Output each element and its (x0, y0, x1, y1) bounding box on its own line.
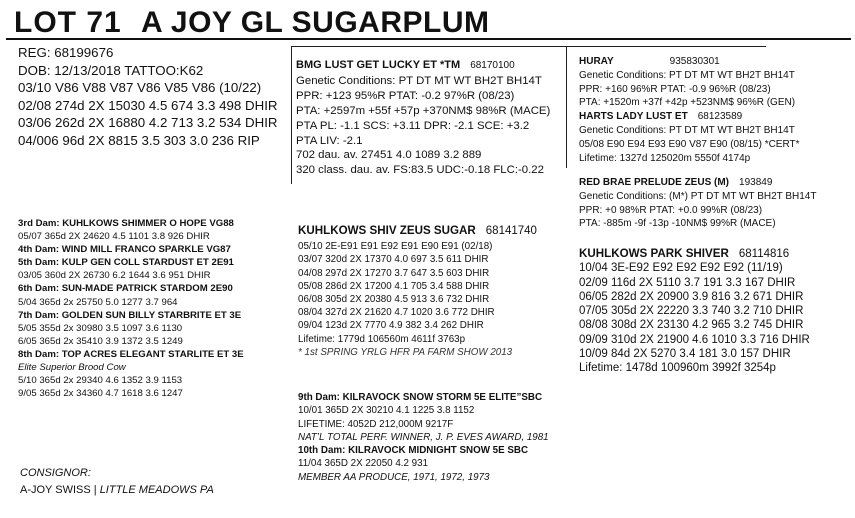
pedigree-line: 3rd Dam: KUHLKOWS SHIMMER O HOPE VG88 (18, 218, 234, 229)
pedigree-line: 03/05 360d 2X 26730 6.2 1644 3.6 951 DHIR (18, 270, 211, 282)
sire-parents-block (579, 55, 800, 165)
dam-line: 09/04 123d 2X 7770 4.9 382 3.4 262 DHIR (298, 320, 484, 332)
dam-line: 05/10 2E-E91 E91 E92 E91 E90 E91 (02/18) (298, 241, 493, 253)
consignor-location: LITTLE MEADOWS PA (99, 484, 214, 496)
pedigree-line: 5/10 365d 2x 29340 4.6 1352 3.9 1153 (18, 375, 183, 387)
pedigree-line: 6/05 365d 2x 35410 3.9 1372 3.5 1249 (18, 335, 183, 347)
info-line: DOB: 12/13/2018 TATTOO:K62 (18, 62, 204, 78)
info-line: REG: 68199676 (18, 45, 114, 60)
dam9-line: 9th Dam: KILRAVOCK SNOW STORM 5E ELITE”SBC (298, 392, 543, 403)
sire-bracket-line (291, 46, 292, 184)
sss-bracket-line (566, 46, 567, 168)
dss-name: RED BRAE PRELUDE ZEUS (M) (579, 177, 730, 188)
sire-line: PTA PL: -1.1 SCS: +3.11 DPR: -2.1 SCE: +3.2 (296, 119, 530, 132)
sire-line: 320 class. dau. av. FS:83.5 UDC:-0.18 FLC:-0.22 (296, 164, 544, 177)
ninth-dam-block (298, 391, 549, 484)
sire-line: PTA: +2597m +55f +57p +370NM$ 98%R (MACE) (296, 104, 551, 117)
ssd-title (579, 110, 800, 124)
dam-sire-block (579, 176, 816, 231)
ssd-line: Genetic Conditions: PT DT MT WT BH2T BH14T (579, 124, 795, 136)
consignor-block (20, 465, 214, 499)
pedigree-line: 5/04 365d 2x 25750 5.0 1277 3.7 964 (18, 296, 178, 308)
info-line: 02/08 274d 2X 15030 4.5 674 3.3 498 DHIR (18, 97, 278, 113)
sire-line: Genetic Conditions: PT DT MT WT BH2T BH14T (296, 74, 542, 87)
sire-line: 702 dau. av. 27451 4.0 1089 3.2 889 (296, 149, 482, 162)
dam-title (298, 224, 537, 238)
sss-top-line (566, 46, 766, 47)
dam9-line: NAT’L TOTAL PERF. WINNER, J. P. EVES AWARD, 1981 (298, 431, 549, 443)
dam-line: 06/08 305d 2X 20380 4.5 913 3.6 732 DHIR (298, 294, 490, 306)
dam-line: 08/04 327d 2X 21620 4.7 1020 3.6 772 DHIR (298, 307, 495, 319)
dam-name: KUHLKOWS SHIV ZEUS SUGAR (298, 224, 476, 237)
sss-line: PTA: +1520m +37f +42p +523NM$ 96%R (GEN) (579, 97, 796, 109)
dam-block (298, 224, 537, 359)
dam9-line: LIFETIME: 4052D 212,000M 9217F (298, 418, 454, 430)
sire-top-line (291, 46, 566, 47)
dsd-line: 07/05 305d 2X 22220 3.3 740 3.2 710 DHIR (579, 305, 804, 318)
ssd-line: Lifetime: 1327d 125020m 5550f 4174p (579, 152, 751, 164)
sire-line: PTA LIV: -2.1 (296, 134, 363, 147)
ssd-reg: 68123589 (697, 111, 743, 123)
sss-name: HURAY (579, 56, 614, 67)
pedigree-line: 8th Dam: TOP ACRES ELEGANT STARLITE ET 3E (18, 348, 244, 360)
info-line: 03/10 V86 V88 V87 V86 V85 V86 (10/22) (18, 80, 262, 96)
lot-header (6, 4, 851, 40)
consignor-separator: | (90, 484, 100, 496)
pedigree-line: 5th Dam: KULP GEN COLL STARDUST ET 2E91 (18, 257, 234, 269)
sire-title (296, 58, 550, 74)
dam-reg: 68141740 (485, 225, 537, 237)
sire-name: BMG LUST GET LUCKY ET *TM (296, 59, 461, 71)
dsd-title (579, 247, 810, 261)
animal-name: A JOY GL SUGARPLUM (141, 6, 490, 39)
ssd-name: HARTS LADY LUST ET (579, 111, 688, 123)
dam-line: 04/08 297d 2X 17270 3.7 647 3.5 603 DHIR (298, 267, 490, 279)
dam9-line: MEMBER AA PRODUCE, 1971, 1972, 1973 (298, 471, 490, 483)
dam9-line: 10th Dam: KILRAVOCK MIDNIGHT SNOW 5E SBC (298, 445, 529, 457)
pedigree-line: 6th Dam: SUN-MADE PATRICK STARDOM 2E90 (18, 283, 233, 295)
dss-line: Genetic Conditions: (M*) PT DT MT WT BH2T BH14T (579, 190, 817, 202)
consignor-line (20, 482, 214, 499)
sire-block (296, 58, 550, 178)
animal-info (18, 44, 278, 150)
dsd-reg: 68114816 (738, 248, 790, 260)
dss-line: PTA: -885m -9f -13p -10NM$ 99%R (MACE) (579, 218, 776, 230)
sss-line: PPR: +160 96%R PTAT: -0.9 96%R (08/23) (579, 83, 771, 95)
dsd-line: 10/09 84d 2X 5270 3.4 181 3.0 157 DHIR (579, 348, 791, 361)
dss-title (579, 176, 816, 190)
pedigree-line: 4th Dam: WIND MILL FRANCO SPARKLE VG87 (18, 244, 231, 256)
info-line: 03/06 262d 2X 16880 4.2 713 3.2 534 DHIR (18, 115, 278, 131)
sire-reg: 68170100 (470, 60, 515, 71)
consignor-name: A-JOY SWISS (20, 484, 91, 496)
dam9-line: 11/04 365D 2X 22050 4.2 931 (298, 458, 429, 470)
pedigree-line: 9/05 365d 2x 34360 4.7 1618 3.6 1247 (18, 388, 183, 400)
ssd-line: 05/08 E90 E94 E93 E90 V87 E90 (08/15) *CERT* (579, 138, 800, 150)
sire-line: PPR: +123 95%R PTAT: -0.2 97%R (08/23) (296, 89, 515, 102)
consignor-label: CONSIGNOR: (20, 467, 91, 479)
maternal-pedigree (18, 217, 244, 400)
dsd-name: KUHLKOWS PARK SHIVER (579, 247, 729, 260)
pedigree-line: 05/07 365d 2X 24620 4.5 1101 3.8 926 DHIR (18, 231, 210, 243)
dsd-line: 02/09 116d 2X 5110 3.7 191 3.3 167 DHIR (579, 276, 796, 289)
dsd-line: 09/09 310d 2X 21900 4.6 1010 3.3 716 DHIR (579, 333, 810, 346)
lot-number: LOT 71 (14, 6, 122, 39)
dam-line: Lifetime: 1779d 106560m 4611f 3763p (298, 333, 466, 345)
dsd-line: 10/04 3E-E92 E92 E92 E92 E92 (11/19) (579, 262, 783, 275)
info-line: 04/006 96d 2X 8815 3.5 303 3.0 236 RIP (18, 132, 260, 148)
dsd-line: Lifetime: 1478d 100960m 3992f 3254p (579, 362, 776, 375)
sss-reg: 935830301 (669, 56, 720, 67)
dsd-line: 06/05 282d 2X 20900 3.9 816 3.2 671 DHIR (579, 290, 804, 303)
dam-line: 05/08 286d 2X 17200 4.1 705 3.4 588 DHIR (298, 280, 490, 292)
dss-line: PPR: +0 98%R PTAT: +0.0 99%R (08/23) (579, 204, 763, 216)
sss-line: Genetic Conditions: PT DT MT WT BH2T BH14T (579, 69, 795, 81)
pedigree-line: 7th Dam: GOLDEN SUN BILLY STARBRITE ET 3E (18, 309, 242, 321)
pedigree-line: Elite Superior Brood Cow (18, 362, 126, 374)
dam9-line: 10/01 365D 2X 30210 4.1 1225 3.8 1152 (298, 405, 475, 417)
pedigree-line: 5/05 355d 2x 30980 3.5 1097 3.6 1130 (18, 322, 183, 334)
sss-title (579, 55, 800, 69)
dam-note: * 1st SPRING YRLG HFR PA FARM SHOW 2013 (298, 346, 513, 358)
dsd-line: 08/08 308d 2X 23130 4.2 965 3.2 745 DHIR (579, 319, 804, 332)
dam-line: 03/07 320d 2X 17370 4.0 697 3.5 611 DHIR (298, 254, 489, 266)
dss-reg: 193849 (739, 177, 773, 188)
dam-dam-block (579, 247, 810, 376)
